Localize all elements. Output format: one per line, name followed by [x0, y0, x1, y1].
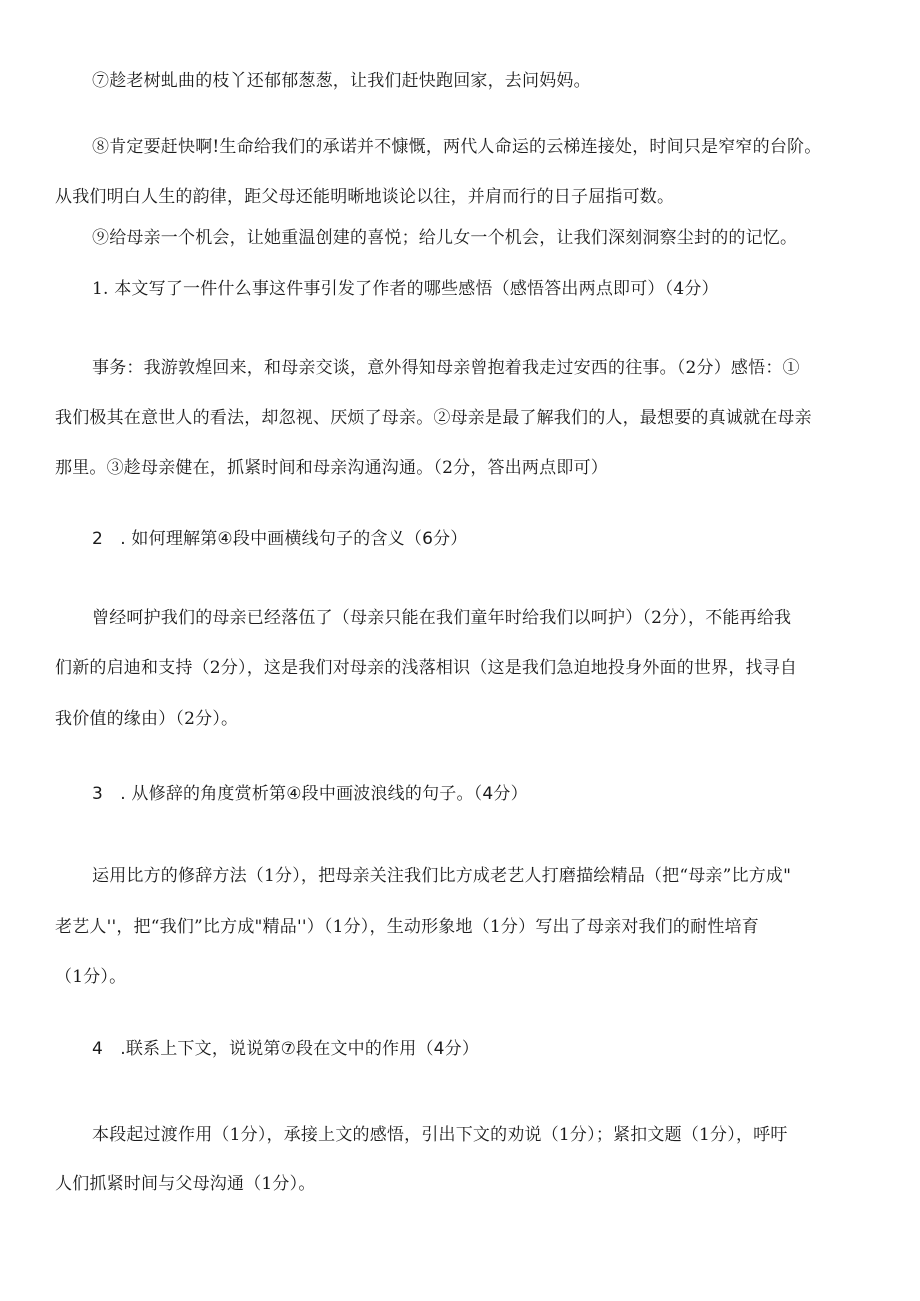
answer-4-line-2: 人们抓紧时间与父母沟通（1分）。 — [55, 1174, 316, 1194]
question-1: 1. 本文写了一件什么事这件事引发了作者的哪些感悟（感悟答出两点即可）（4分） — [92, 279, 719, 299]
answer-2-line-1: 曾经呵护我们的母亲已经落伍了（母亲只能在我们童年时给我们以呵护）（2分），不能再给我 — [92, 608, 792, 628]
answer-4-line-1: 本段起过渡作用（1分），承接上文的感悟，引出下文的劝说（1分）；紧扣文题（1分），呼吁 — [92, 1125, 788, 1145]
answer-2-line-2: 们新的启迪和支持（2分），这是我们对母亲的浅落相识（这是我们急迫地投身外面的世界，找寻自 — [55, 658, 798, 678]
answer-3-line-2: 老艺人''，把“我们”比方成"精品''）（1分），生动形象地（1分）写出了母亲对我们的耐性培育 — [55, 917, 759, 937]
answer-1-line-3: 那里。③趁母亲健在，抓紧时间和母亲沟通沟通。（2分，答出两点即可） — [55, 458, 608, 478]
paragraph-8-line-2: 从我们明白人生的韵律，距父母还能明晰地谈论以往，并肩而行的日子屈指可数。 — [55, 187, 675, 207]
paragraph-7: ⑦趁老树虬曲的枝丫还郁郁葱葱，让我们赶快跑回家，去问妈妈。 — [92, 71, 591, 91]
paragraph-9: ⑨给母亲一个机会，让她重温创建的喜悦；给儿女一个机会，让我们深刻洞察尘封的的记忆。 — [92, 228, 798, 248]
answer-3-line-3: （1分）。 — [55, 967, 127, 987]
answer-2-line-3: 我价值的缘由）（2分）。 — [55, 709, 239, 729]
answer-3-line-1: 运用比方的修辞方法（1分），把母亲关注我们比方成老艺人打磨描绘精品（把“母亲”比方成" — [92, 866, 792, 886]
question-3: 3 . 从修辞的角度赏析第④段中画波浪线的句子。（4分） — [92, 784, 528, 804]
paragraph-8-line-1: ⑧肯定要赶快啊!生命给我们的承诺并不慷慨，两代人命运的云梯连接处，时间只是窄窄的台阶。 — [92, 137, 822, 157]
question-2: 2 . 如何理解第④段中画横线句子的含义（6分） — [92, 529, 468, 549]
answer-1-line-2: 我们极其在意世人的看法，却忽视、厌烦了母亲。②母亲是最了解我们的人，最想要的真诚就在母亲 — [55, 408, 812, 428]
answer-1-line-1: 事务：我游敦煌回来，和母亲交谈，意外得知母亲曾抱着我走过安西的往事。（2分）感悟：① — [92, 358, 800, 378]
question-4: 4 .联系上下文，说说第⑦段在文中的作用（4分） — [92, 1039, 480, 1059]
